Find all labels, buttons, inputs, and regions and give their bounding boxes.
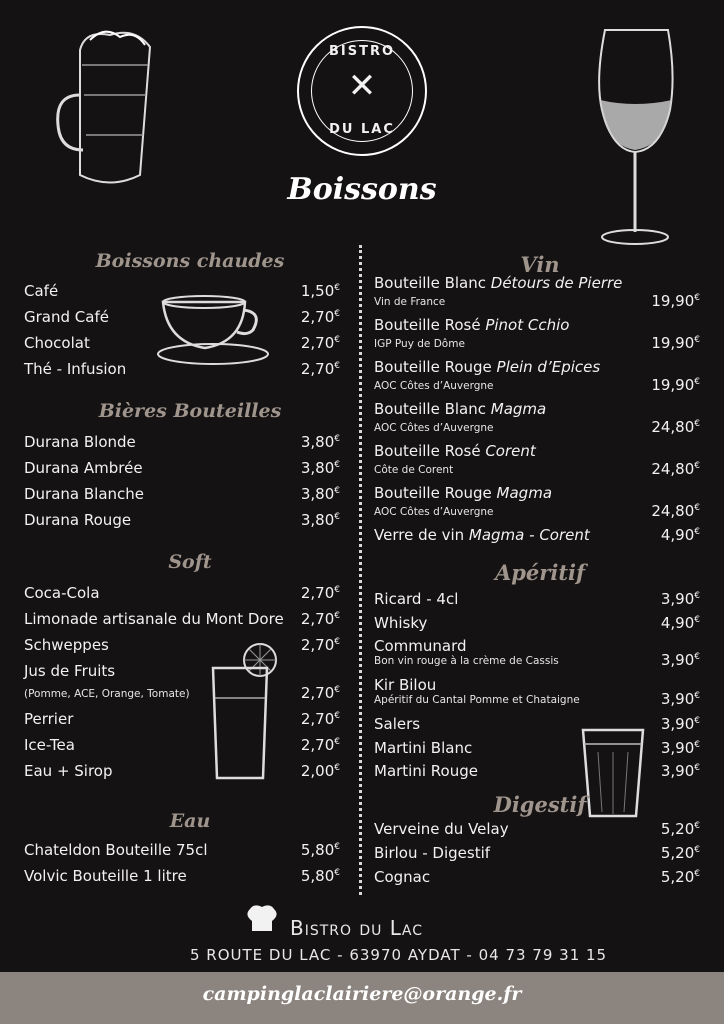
item-price: 3,90€	[660, 690, 700, 708]
page-title: Boissons	[287, 172, 437, 207]
wine-item-origin: IGP Puy de Dôme	[374, 338, 465, 350]
section-title: Vin	[520, 252, 560, 277]
item-price: 3,80€	[300, 511, 340, 529]
item-price: 3,90€	[660, 590, 700, 608]
chef-hat-icon	[244, 903, 280, 935]
item-price: 19,90€	[651, 292, 700, 310]
menu-item-name: Volvic Bouteille 1 litre	[24, 867, 187, 885]
wine-item-name: Bouteille Rosé Pinot Cchio	[374, 316, 570, 334]
section-title: Apéritif	[494, 560, 586, 585]
item-price: 2,70€	[300, 636, 340, 654]
menu-item-name: Jus de Fruits	[24, 662, 116, 680]
menu-item-name: Chocolat	[24, 334, 90, 352]
item-price: 5,80€	[300, 841, 340, 859]
item-price: 5,20€	[660, 868, 700, 886]
juice-glass-icon	[205, 638, 285, 788]
aperitif-item-detail: Apéritif du Cantal Pomme et Chataigne	[374, 694, 580, 706]
item-price: 2,70€	[300, 334, 340, 352]
aperitif-item-name: Ricard - 4cl	[374, 590, 459, 608]
logo-top-text: BISTRO	[328, 44, 396, 59]
coffee-cup-icon	[155, 292, 275, 372]
latte-glass-icon	[50, 25, 160, 195]
wine-item-name: Bouteille Blanc Détours de Pierre	[374, 274, 623, 292]
menu-item-name: Thé - Infusion	[24, 360, 127, 378]
menu-item-name: Durana Ambrée	[24, 459, 143, 477]
aperitif-item-name: Communard	[374, 637, 467, 655]
item-price: 24,80€	[651, 418, 700, 436]
menu-item-name: Durana Blonde	[24, 433, 136, 451]
item-price: 4,90€	[660, 613, 700, 632]
section-title: Boissons chaudes	[95, 250, 285, 272]
menu-item-name: Eau + Sirop	[24, 762, 113, 780]
section-title: Digestif	[493, 792, 587, 817]
menu-item-name: Grand Café	[24, 308, 109, 326]
footer-email[interactable]: campinglaclairiere@orange.fr	[202, 983, 522, 1005]
aperitif-item-name: Salers	[374, 715, 421, 733]
wine-item-name: Bouteille Rouge Magma	[374, 484, 553, 502]
cutlery-icon: ✕	[347, 66, 377, 106]
item-price: 2,70€	[300, 736, 340, 754]
menu-item-name: Chateldon Bouteille 75cl	[24, 841, 208, 859]
wine-item-name: Verre de vin Magma - Corent	[374, 526, 590, 544]
item-price: 2,70€	[300, 308, 340, 326]
item-price: 3,90€	[660, 738, 700, 757]
item-price: 3,90€	[660, 651, 700, 669]
menu-item-name: Limonade artisanale du Mont Dore	[24, 610, 284, 628]
column-divider	[359, 245, 362, 895]
wine-item-name: Bouteille Blanc Magma	[374, 400, 547, 418]
section-title: Eau	[169, 810, 211, 832]
menu-item-name: Ice-Tea	[24, 736, 75, 754]
item-price: 5,20€	[660, 844, 700, 862]
item-price: 3,90€	[660, 762, 700, 780]
item-price: 19,90€	[651, 376, 700, 394]
section-title: Bières Bouteilles	[98, 400, 282, 422]
aperitif-item-name: Martini Rouge	[374, 762, 478, 780]
item-price: 2,70€	[300, 610, 340, 628]
aperitif-item-name: Martini Blanc	[374, 738, 473, 757]
item-price: 5,80€	[300, 867, 340, 885]
menu-item-name: Coca-Cola	[24, 584, 100, 602]
wine-item-origin: AOC Côtes d’Auvergne	[374, 380, 494, 392]
item-price: 3,80€	[300, 459, 340, 477]
item-price: 1,50€	[300, 282, 340, 300]
wine-item-origin: AOC Côtes d’Auvergne	[374, 422, 494, 434]
digestif-item-name: Cognac	[374, 868, 431, 886]
menu-item-name: Perrier	[24, 710, 74, 728]
item-price: 3,80€	[300, 485, 340, 503]
aperitif-item-name: Kir Bilou	[374, 676, 437, 694]
menu-item-name: Schweppes	[24, 636, 109, 654]
wine-item-origin: Vin de France	[374, 296, 446, 308]
bistro-logo	[297, 26, 427, 156]
menu-item-name: Durana Blanche	[24, 485, 145, 503]
digestif-item-name: Verveine du Velay	[374, 820, 509, 838]
footer-address: 5 ROUTE DU LAC - 63970 AYDAT - 04 73 79 31 15	[190, 946, 608, 964]
menu-item-detail: (Pomme, ACE, Orange, Tomate)	[24, 688, 190, 700]
item-price: 19,90€	[651, 334, 700, 352]
item-price: 24,80€	[651, 460, 700, 478]
item-price: 2,70€	[300, 710, 340, 728]
item-price: 3,90€	[660, 715, 700, 733]
item-price: 2,70€	[300, 584, 340, 602]
wine-glass-icon	[590, 20, 680, 250]
item-price: 5,20€	[660, 820, 700, 838]
item-price: 4,90€	[660, 526, 700, 544]
item-price: 2,70€	[300, 684, 340, 702]
item-price: 24,80€	[651, 502, 700, 520]
logo-bottom-text: DU LAC	[329, 122, 395, 137]
aperitif-item-name: Whisky	[374, 613, 428, 632]
wine-item-name: Bouteille Rosé Corent	[374, 442, 536, 460]
aperitif-item-detail: Bon vin rouge à la crème de Cassis	[374, 655, 559, 667]
footer-restaurant-name: Bistro du Lac	[290, 916, 424, 940]
section-title: Soft	[168, 551, 212, 573]
digestif-item-name: Birlou - Digestif	[374, 844, 491, 862]
item-price: 2,70€	[300, 360, 340, 378]
menu-item-name: Durana Rouge	[24, 511, 132, 529]
item-price: 3,80€	[300, 433, 340, 451]
menu-item-name: Café	[24, 282, 59, 300]
item-price: 2,00€	[300, 762, 340, 780]
wine-item-origin: Côte de Corent	[374, 464, 454, 476]
wine-item-name: Bouteille Rouge Plein d’Epices	[374, 358, 601, 376]
wine-item-origin: AOC Côtes d’Auvergne	[374, 506, 494, 518]
